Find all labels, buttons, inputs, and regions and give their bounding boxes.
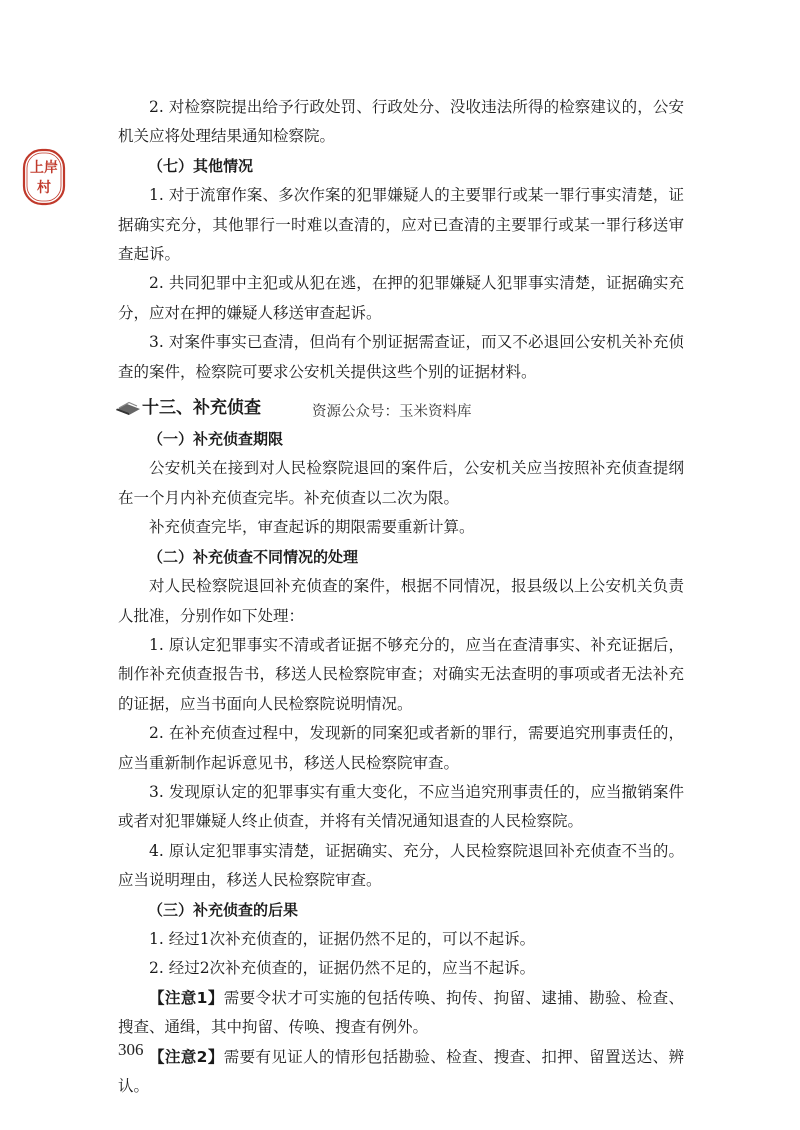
paragraph: 2. 共同犯罪中主犯或从犯在逃，在押的犯罪嫌疑人犯罪事实清楚，证据确实充分，应对在押的嫌疑人移送审查起诉。 <box>118 274 684 322</box>
page-number: 306 <box>118 1040 144 1059</box>
subheading: （三）补充侦查的后果 <box>148 900 299 919</box>
note-label: 【注意1】 <box>149 988 224 1007</box>
note-paragraph <box>118 984 684 1043</box>
paragraph: 2. 对检察院提出给予行政处罚、行政处分、没收违法所得的检察建议的，公安机关应将处理结果通知检察院。 <box>118 98 684 146</box>
watermark-text: 资源公众号：玉米资料库 <box>312 404 472 420</box>
paragraph: 1. 对于流窜作案、多次作案的犯罪嫌疑人的主要罪行或某一罪行事实清楚，证据确实充分，其他罪行一时难以查清的，应对已查清的主要罪行或某一罪行移送审查起诉。 <box>118 186 684 264</box>
paragraph: 公安机关在接到对人民检察院退回的案件后，公安机关应当按照补充侦查提纲在一个月内补充侦查完毕。补充侦查以二次为限。 <box>118 459 684 507</box>
paragraph: 3. 发现原认定的犯罪事实有重大变化，不应当追究刑事责任的，应当撤销案件或者对犯罪嫌疑人终止侦查，并将有关情况通知退查的人民检察院。 <box>118 782 684 831</box>
paragraph: 2. 在补充侦查过程中，发现新的同案犯或者新的罪行，需要追究刑事责任的，应当重新制作起诉意见书，移送人民检察院审查。 <box>118 724 684 772</box>
note-text: 需要有见证人的情形包括勘验、检查、搜查、扣押、留置送达、辨认。 <box>118 1047 684 1095</box>
subheading: （一）补充侦查期限 <box>148 430 284 449</box>
paragraph: 3. 对案件事实已查清，但尚有个别证据需查证，而又不必退回公安机关补充侦查的案件，检察院可要求公安机关提供这些个别的证据材料。 <box>118 333 684 381</box>
subheading: （七）其他情况 <box>148 156 254 175</box>
paragraph: 补充侦查完毕，审查起诉的期限需要重新计算。 <box>149 518 475 537</box>
subheading: （二）补充侦查不同情况的处理 <box>148 547 359 566</box>
paragraph: 2. 经过2次补充侦查的，证据仍然不足的，应当不起诉。 <box>149 959 536 978</box>
note-label: 【注意2】 <box>149 1047 224 1066</box>
paragraph: 4. 原认定犯罪事实清楚，证据确实、充分，人民检察院退回补充侦查不当的。应当说明理由，移送人民检察院审查。 <box>118 841 684 890</box>
seal-stamp-icon <box>22 148 66 206</box>
body-text <box>118 93 684 1101</box>
paragraph: 1. 原认定犯罪事实不清或者证据不够充分的，应当在查清事实、补充证据后，制作补充侦查报告书，移送人民检察院审查；对确实无法查明的事项或者无法补充的证据，应当书面向人民检察院说明情况。 <box>118 635 684 713</box>
note-text: 需要令状才可实施的包括传唤、拘传、拘留、逮捕、勘验、检查、搜查、通缉，其中拘留、传唤、搜查有例外。 <box>118 988 684 1037</box>
paragraph: 1. 经过1次补充侦查的，证据仍然不足的，可以不起诉。 <box>149 929 536 948</box>
paragraph: 对人民检察院退回补充侦查的案件，根据不同情况，报县级以上公安机关负责人批准，分别作如下处理： <box>118 577 684 625</box>
svg-text:村: 村 <box>37 180 51 196</box>
svg-text:上岸: 上岸 <box>30 160 58 176</box>
book-icon <box>115 400 141 416</box>
section-title: 十三、补充侦查 <box>142 398 261 419</box>
note-paragraph <box>118 1043 684 1102</box>
